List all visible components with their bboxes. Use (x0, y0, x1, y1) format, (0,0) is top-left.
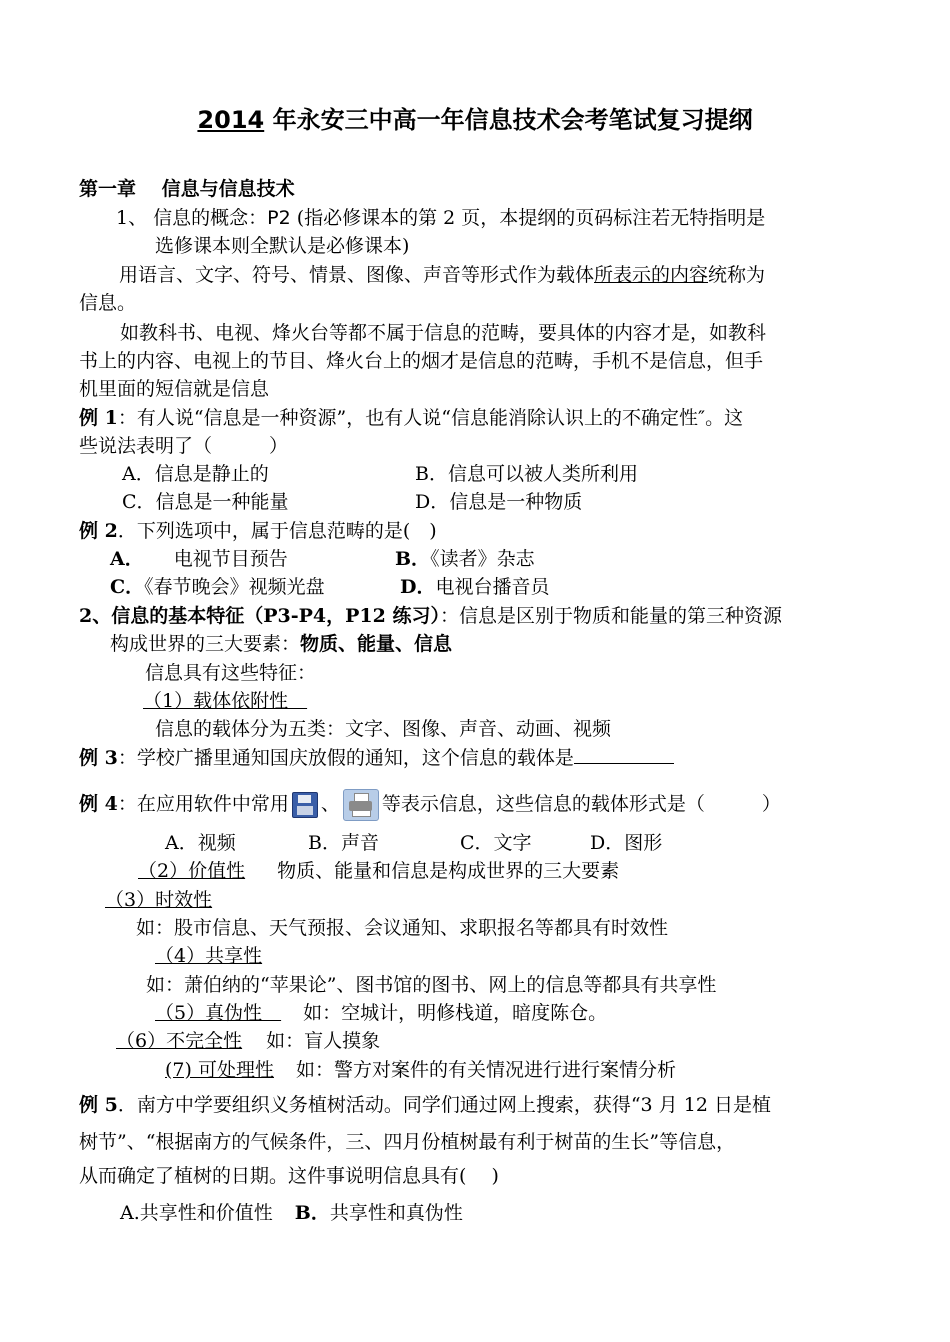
example-4-line (79, 788, 781, 820)
three-elements-label: 构成世界的三大要素： (110, 633, 301, 655)
example-4-option-c: C．文字 (460, 832, 532, 854)
chapter-heading: 第一章 信息与信息技术 (79, 178, 295, 200)
option-b-text: 《读者》杂志 (430, 548, 535, 570)
example-1-line-2: 些说法表明了（ ） (79, 435, 289, 457)
definition-key: 所表示的内容 (594, 264, 709, 286)
option-d-text: 电视台播音员 (435, 576, 550, 598)
example-4-option-a: A．视频 (165, 832, 236, 854)
option-b-letter: B． (395, 548, 431, 570)
example-2-option-c (110, 574, 325, 600)
example-1-text: ：有人说“信息是一种资源”，也有人说“信息能消除认识上的不确定性″。这 (117, 407, 744, 429)
definition-text: 用语言、文字、符号、情景、图像、声音等形式作为载体 (119, 264, 595, 286)
concept-line-2: 选修课本则全默认是必修课本) (155, 235, 410, 257)
three-elements-value: 物质、能量、信息 (300, 633, 453, 655)
example-2-option-d (400, 574, 550, 600)
feature-7-desc: 如：警方对案件的有关情况进行进行案情分析 (295, 1059, 676, 1081)
option-a-letter: A． (110, 548, 144, 570)
feature-5-desc: 如：空城计，明修栈道，暗度陈仓。 (303, 1002, 608, 1024)
print-icon (343, 789, 379, 821)
concept-page: P2 (267, 207, 291, 229)
save-icon (292, 792, 318, 818)
feature-5-line (155, 1000, 607, 1026)
para-line-3: 机里面的短信就是信息 (79, 378, 270, 400)
feature-4-title: （4）共享性 (155, 945, 263, 967)
feature-6-title: （6）不完全性 (116, 1030, 243, 1052)
example-5-label: 例 5 (79, 1094, 118, 1116)
example-3-line (79, 745, 674, 771)
example-1-option-c: C．信息是一种能量 (122, 491, 289, 513)
feature-6-desc: 如：盲人摸象 (266, 1030, 381, 1052)
definition-line-1 (119, 262, 765, 288)
concept-line-1 (116, 205, 765, 231)
title-year: 2014 (197, 106, 265, 134)
concept-label: 1、 信息的概念： (116, 207, 268, 229)
option-d-letter: D． (400, 576, 436, 598)
example-2-text: ．下列选项中，属于信息范畴的是( ) (117, 520, 437, 542)
example-2-option-b (395, 546, 535, 572)
section-2-heading (79, 603, 782, 629)
example-4-question: 等表示信息，这些信息的载体形式是（ ） (381, 793, 781, 815)
option-c-text: 《春节晚会》视频光盘 (144, 576, 325, 598)
feature-3-title: （3）时效性 (105, 889, 213, 911)
section-2-title: 2、信息的基本特征（P3-P4，P12 练习） (79, 605, 440, 627)
concept-note: (指必修课本的第 2 页，本提纲的页码标注若无特指明是 (290, 207, 766, 229)
example-1-line-1 (79, 405, 743, 431)
example-5-options (120, 1200, 463, 1226)
example-4-option-d: D．图形 (590, 832, 663, 854)
example-1-option-b: B．信息可以被人类所利用 (415, 463, 638, 485)
answer-blank (574, 745, 674, 764)
features-intro: 信息具有这些特征： (145, 662, 317, 684)
example-3-label: 例 3 (79, 747, 118, 769)
feature-5-title: （5）真伪性 (155, 1002, 282, 1024)
example-5-line-2: 树节”、“根据南方的气候条件，三、四月份植树最有利于树苗的生长”等信息， (79, 1131, 736, 1153)
example-4-option-b: B．声音 (308, 832, 379, 854)
example-5-text: ．南方中学要组织义务植树活动。同学们通过网上搜索，获得“3 月 12 日是植 (117, 1094, 771, 1116)
para-line-1: 如教科书、电视、烽火台等都不属于信息的范畴，要具体的内容才是，如教科 (120, 322, 767, 344)
definition-line-2: 信息。 (79, 292, 137, 314)
feature-6-line (116, 1028, 380, 1054)
feature-4-desc: 如：萧伯纳的“苹果论”、图书馆的图书、网上的信息等都具有共享性 (146, 974, 717, 996)
feature-1-desc: 信息的载体分为五类：文字、图像、声音、动画、视频 (155, 718, 612, 740)
example-4-text: ：在应用软件中常用 (117, 793, 289, 815)
example-5-option-b: 共享性和真伪性 (329, 1202, 463, 1224)
feature-2-desc: 物质、能量和信息是构成世界的三大要素 (277, 860, 620, 882)
feature-3-desc: 如：股市信息、天气预报、会议通知、求职报名等都具有时效性 (136, 917, 669, 939)
example-2-label: 例 2 (79, 520, 118, 542)
feature-1-title: （1）载体依附性 (143, 690, 308, 712)
option-a-text: 电视节目预告 (173, 548, 288, 570)
page-title (0, 104, 950, 136)
example-4-label: 例 4 (79, 793, 118, 815)
example-5-line-1 (79, 1092, 771, 1118)
feature-7-title: (7) 可处理性 (165, 1059, 274, 1081)
example-4-sep: 、 (320, 793, 340, 815)
section-2-text: ：信息是区别于物质和能量的第三种资源 (439, 605, 782, 627)
feature-7-line (165, 1057, 676, 1083)
example-1-option-d: D．信息是一种物质 (415, 491, 583, 513)
example-2-option-a (110, 546, 288, 572)
example-1-option-a: A．信息是静止的 (122, 463, 269, 485)
example-5-option-b-letter: B． (294, 1202, 330, 1224)
feature-2-line (138, 858, 619, 884)
para-line-2: 书上的内容、电视上的节目、烽火台上的烟才是信息的范畴，手机不是信息，但手 (79, 350, 764, 372)
title-text: 年永安三中高一年信息技术会考笔试复习提纲 (264, 106, 753, 134)
three-elements-line (110, 631, 452, 657)
definition-end: 统称为 (708, 264, 766, 286)
example-1-label: 例 1 (79, 407, 118, 429)
example-2-line (79, 518, 437, 544)
feature-2-title: （2）价值性 (138, 860, 246, 882)
example-5-line-3: 从而确定了植树的日期。这件事说明信息具有( ) (79, 1165, 499, 1187)
option-c-letter: C． (110, 576, 145, 598)
example-5-option-a: A.共享性和价值性 (120, 1202, 273, 1224)
example-3-text: ：学校广播里通知国庆放假的通知，这个信息的载体是 (117, 747, 574, 769)
